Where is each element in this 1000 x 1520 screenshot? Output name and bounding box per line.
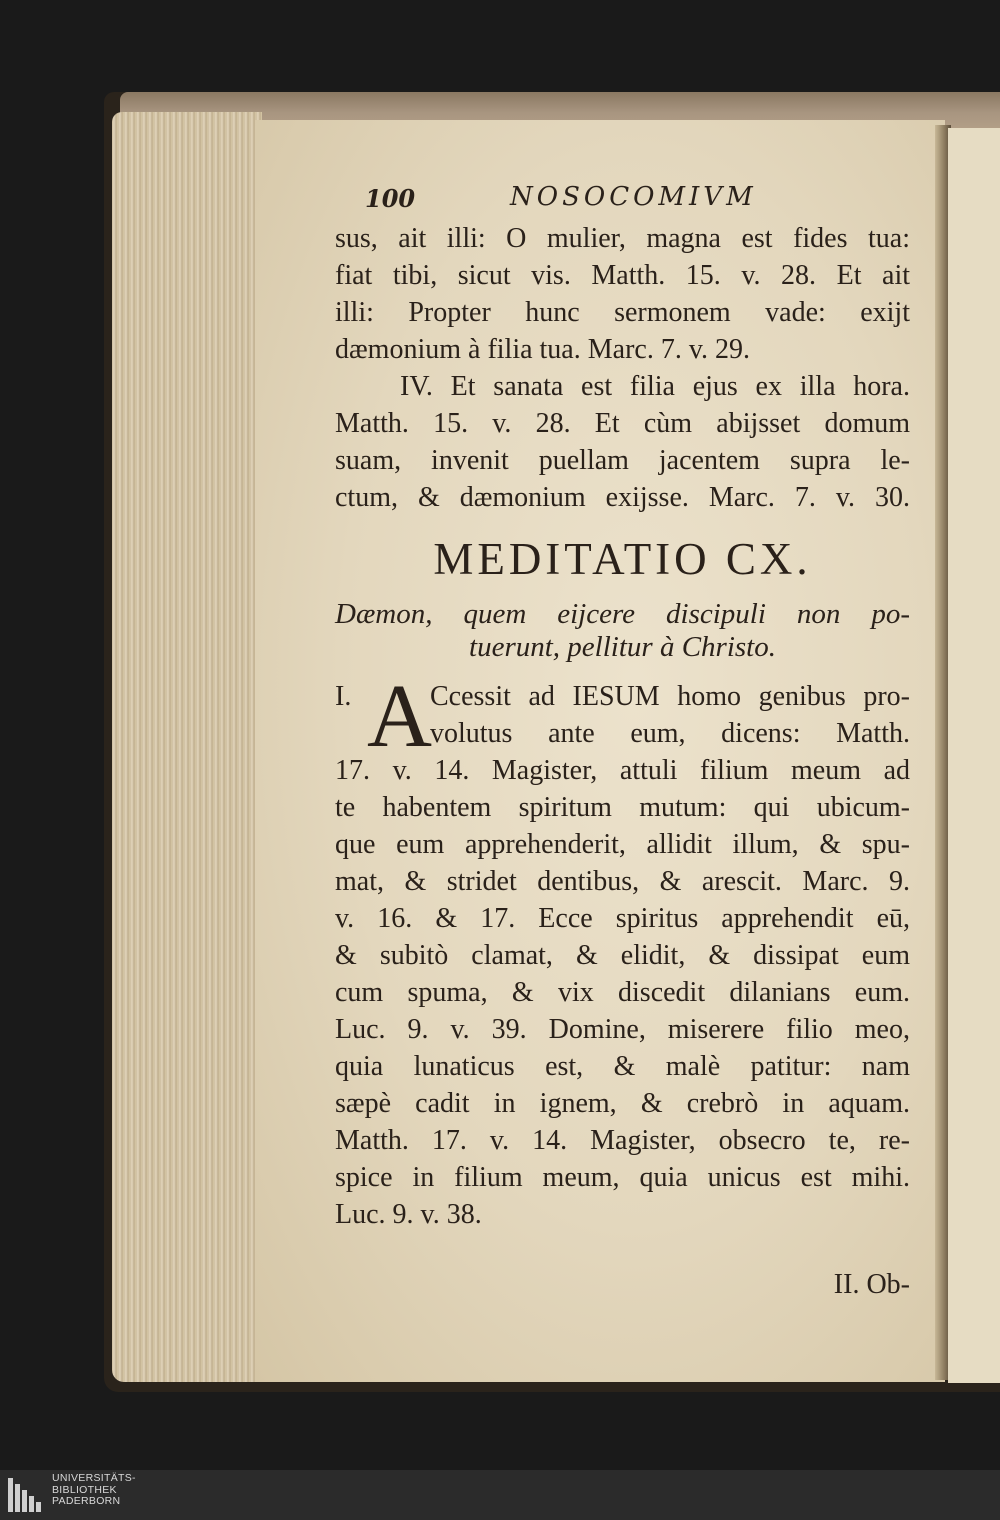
meditation-subtitle-line: Dæmon, quem eijcere discipuli non po- [335, 598, 910, 630]
text-line: & subitò clamat, & elidit, & dissipat eum [335, 940, 910, 971]
paragraph-continued [335, 220, 910, 368]
text-line: Luc. 9. v. 38. [335, 1199, 482, 1230]
logo-line: BIBLIOTHEK [52, 1483, 117, 1496]
text-line: 17. v. 14. Magister, attuli filium meum ad [335, 755, 910, 786]
text-line: fiat tibi, sicut vis. Matth. 15. v. 28. Et ait [335, 260, 910, 291]
text-line: illi: Propter hunc sermonem vade: exijt [335, 297, 910, 328]
text-line: mat, & stridet dentibus, & arescit. Marc. 9. [335, 866, 910, 897]
text-line: IV. Et sanata est filia ejus ex illa hora. [400, 371, 910, 402]
library-logo-text [52, 1473, 136, 1508]
paragraph-numeral: I. [335, 681, 352, 712]
paragraph-iv [335, 368, 910, 516]
drop-cap: A [367, 667, 432, 766]
text-line: Matth. 15. v. 28. Et cùm abijsset domum [335, 408, 910, 439]
logo-line: UNIVERSITÄTS- [52, 1472, 136, 1484]
text-line: Ccessit ad IESUM homo genibus pro- [430, 681, 910, 712]
text-line: sæpè cadit in ignem, & crebrò in aquam. [335, 1088, 910, 1119]
text-line: suam, invenit puellam jacentem supra le- [335, 445, 910, 476]
paragraph-i [335, 667, 910, 1233]
text-line: ctum, & dæmonium exijsse. Marc. 7. v. 30. [335, 482, 910, 513]
logo-line: PADERBORN [52, 1495, 121, 1507]
running-head [335, 180, 910, 220]
catchword: II. Ob- [833, 1269, 910, 1300]
text-line: sus, ait illi: O mulier, magna est fides tua: [335, 223, 910, 254]
text-line: v. 16. & 17. Ecce spiritus apprehendit eū, [335, 903, 910, 934]
library-logo-icon [8, 1478, 48, 1512]
page-text [335, 180, 910, 1301]
text-line: Luc. 9. v. 39. Domine, miserere filio meo, [335, 1014, 910, 1045]
meditation-subtitle-line: tuerunt, pellitur à Christo. [469, 631, 776, 663]
text-line: volutus ante eum, dicens: Matth. [430, 718, 910, 749]
library-footer [0, 1470, 1000, 1520]
text-line: que eum apprehenderit, allidit illum, & spu- [335, 829, 910, 860]
text-line: te habentem spiritum mutum: qui ubicum- [335, 792, 910, 823]
page-number: 100 [365, 184, 416, 213]
meditation-heading: MEDITATIO CX. [433, 534, 812, 584]
text-line: Matth. 17. v. 14. Magister, obsecro te, re- [335, 1125, 910, 1156]
text-line: cum spuma, & vix discedit dilanians eum. [335, 977, 910, 1008]
text-line: quia lunaticus est, & malè patitur: nam [335, 1051, 910, 1082]
running-title: NOSOCOMIVM [510, 182, 757, 212]
text-line: spice in filium meum, quia unicus est mihi. [335, 1162, 910, 1193]
text-line: dæmonium à filia tua. Marc. 7. v. 29. [335, 334, 750, 365]
page-block-edge [112, 112, 262, 1382]
facing-page-edge [948, 128, 1000, 1383]
